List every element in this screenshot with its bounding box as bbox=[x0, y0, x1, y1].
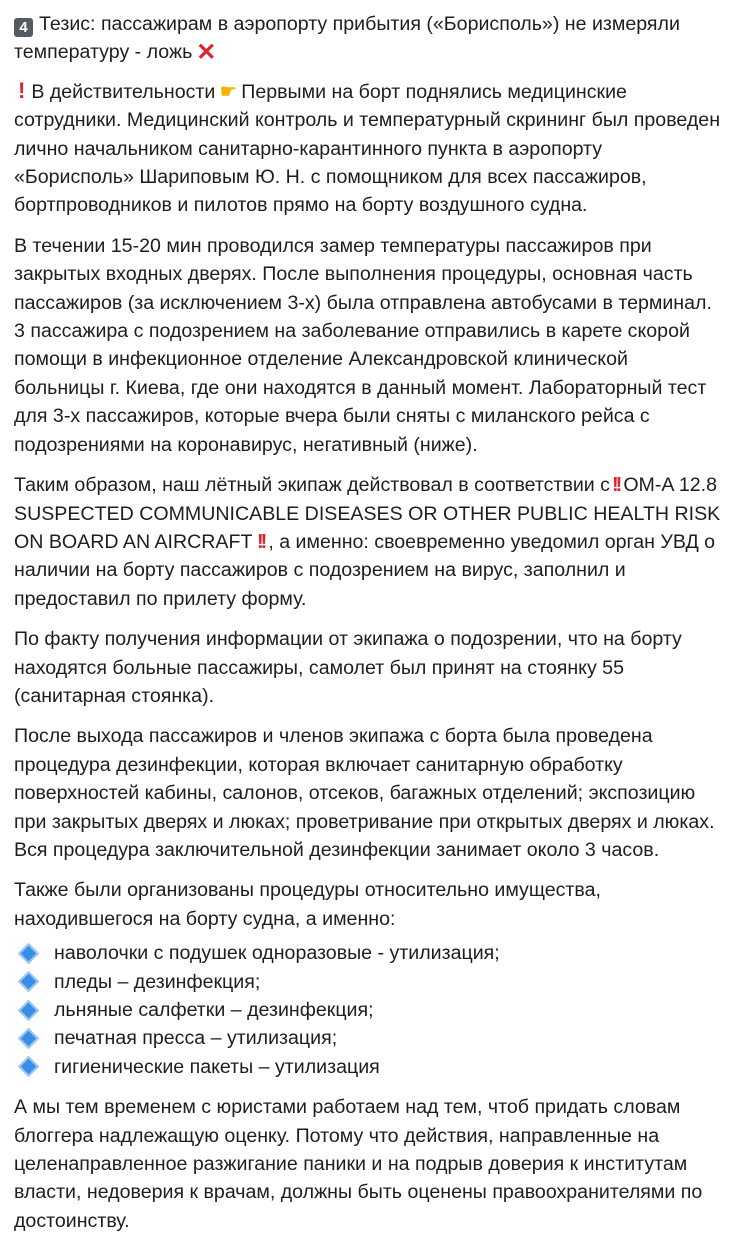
property-list bbox=[14, 939, 722, 1081]
blue-diamond-icon bbox=[18, 943, 39, 964]
regulation-before: Таким образом, наш лётный экипаж действовал в соответствии с bbox=[14, 474, 610, 497]
blue-diamond-icon bbox=[18, 1000, 39, 1021]
paragraph-legal: А мы тем временем с юристами работаем над тем, чтоб придать словам блоггера надлежащую оценку. Потому что действия, направленные на целенаправленное разжигание паники и на подрыв доверия к институтам власти, недоверия к врачам, должны быть оценены правоохранителями по достоинству. bbox=[14, 1096, 703, 1232]
paragraph-measurement: В течении 15-20 мин проводился замер температуры пассажиров при закрытых входных дверях. После выполнения процедуры, основная часть пассажиров (за исключением 3-х) была отправлена автобусами в терминал. 3 пассажира с подозрением на заболевание отправились в карете скорой помощи в инфекционное отделение Александровской клинической больницы г. Киева, где они находятся в данный момент. Лабораторный тест для 3-х пассажиров, которые вчера были сняты с миланского рейса с подозрениями на коронавирус, негативный (ниже). bbox=[14, 234, 712, 456]
double-exclamation-icon: !! bbox=[254, 530, 265, 553]
reality-paragraph bbox=[14, 77, 722, 220]
list-item-text: наволочки с подушек одноразовые - утилизация; bbox=[54, 942, 500, 965]
list-item-text: печатная пресса – утилизация; bbox=[54, 1027, 338, 1050]
list-item-text: пледы – дезинфекция; bbox=[54, 970, 261, 993]
blue-diamond-icon bbox=[18, 971, 39, 992]
list-item-text: гигиенические пакеты – утилизация bbox=[54, 1055, 380, 1078]
paragraph-parking: По факту получения информации от экипажа о подозрении, что на борту находятся больные пассажиры, самолет был принят на стоянку 55 (санитарная стоянка). bbox=[14, 628, 682, 707]
thesis-text: Тезис: пассажирам в аэропорту прибытия («Борисполь») не измеряли температуру - ложь bbox=[14, 13, 680, 64]
double-exclamation-icon: !! bbox=[611, 474, 620, 497]
reality-lead: В действительности bbox=[31, 80, 216, 103]
blue-diamond-icon bbox=[18, 1028, 39, 1049]
list-item bbox=[14, 1024, 722, 1052]
keycap-4-icon: 4 bbox=[14, 18, 33, 37]
list-item-text: льняные салфетки – дезинфекция; bbox=[54, 998, 374, 1021]
regulation-after: , а именно: своевременно уведомил орган УВД о наличии на борту пассажиров с подозрением на вирус, заполнил и предоставил по прилету форму. bbox=[14, 530, 716, 610]
list-item bbox=[14, 939, 722, 967]
paragraph-disinfection: После выхода пассажиров и членов экипажа с борта была проведена процедура дезинфекции, которая включает санитарную обработку поверхностей кабины, салонов, отсеков, багажных отделений; экспозицию при закрытых дверях и люках; проветривание при открытых дверях и люках. Вся процедура заключительной дезинфекции занимает около 3 часов. bbox=[14, 725, 715, 861]
thesis-paragraph bbox=[14, 10, 722, 67]
reality-text: Первыми на борт поднялись медицинские сотрудники. Медицинский контроль и температурный скрининг был проведен лично начальником санитарно-карантинного пункта в аэропорту «Борисполь» Шариповым Ю. Н. с помощником для всех пассажиров, бортпроводников и пилотов прямо на борту воздушного судна. bbox=[14, 80, 721, 217]
list-item bbox=[14, 996, 722, 1024]
cross-mark-icon: ✕ bbox=[196, 39, 217, 67]
pointing-hand-icon: ☛ bbox=[219, 80, 238, 103]
list-item bbox=[14, 1053, 722, 1081]
exclamation-icon: ! bbox=[18, 77, 26, 103]
paragraph-property: Также были организованы процедуры относительно имущества, находившегося на борту судна, а именно: bbox=[14, 879, 601, 930]
list-item bbox=[14, 968, 722, 996]
regulation-title: OM-A 12.8 SUSPECTED COMMUNICABLE DISEASES OR OTHER PUBLIC HEALTH RISK ON BOARD AN AIRCRAFT bbox=[14, 474, 721, 553]
blue-diamond-icon bbox=[18, 1056, 39, 1077]
paragraph-regulation bbox=[14, 471, 722, 613]
